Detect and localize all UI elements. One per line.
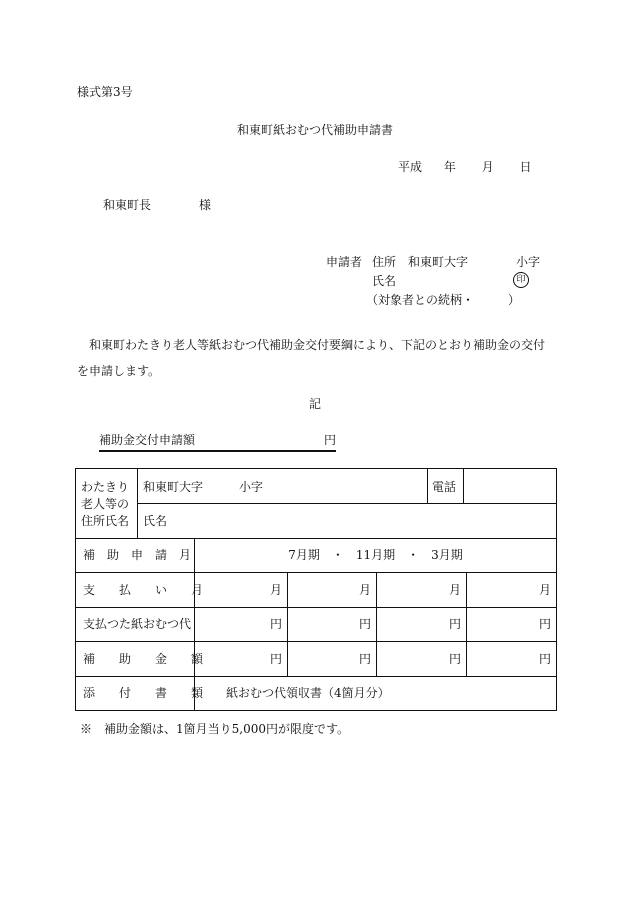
ki-heading: 記 — [308, 397, 321, 411]
applicant-name-label: 氏名 — [372, 274, 397, 288]
table-vline — [463, 468, 464, 503]
document-title: 和東町紙おむつ代補助申請書 — [236, 123, 393, 137]
body-text: 和東町わたきり老人等紙おむつ代補助金交付要綱により、下記のとおり補助金の交付を申請します。 — [77, 338, 546, 378]
table-hline — [137, 503, 557, 504]
unit-yen: 円 — [449, 617, 462, 631]
applicant-address-value: 和東町大字 — [408, 255, 469, 269]
form-number: 様式第3号 — [77, 85, 133, 99]
table-hline — [75, 641, 557, 642]
application-month-options: 7月期 ・ 11月期 ・ 3月期 — [288, 548, 463, 562]
row-label-subsidy-amount: 補 助 金 額 — [83, 652, 204, 666]
table-vline — [466, 572, 467, 676]
person-header-line1: わたきり — [81, 480, 130, 494]
table-hline — [75, 607, 557, 608]
amount-label: 補助金交付申請額 — [99, 433, 196, 447]
applicant-address-label: 住所 — [372, 255, 397, 269]
unit-yen: 円 — [359, 652, 372, 666]
date-month: 月 — [481, 160, 494, 174]
addressee-name: 和東町長 — [103, 198, 152, 212]
applicant-role: 申請者 — [326, 255, 363, 269]
applicant-relation-close: ） — [508, 293, 521, 307]
row-label-attachments: 添 付 書 類 — [83, 686, 204, 700]
amount-line — [99, 433, 336, 452]
seal-mark: 印 — [513, 272, 529, 288]
unit-yen: 円 — [359, 617, 372, 631]
table-border-top — [75, 468, 557, 469]
unit-month: 月 — [539, 583, 552, 597]
applicant-koaza: 小字 — [516, 255, 541, 269]
table-hline — [75, 538, 557, 539]
table-border-left — [75, 468, 76, 711]
row-label-application-month: 補 助 申 請 月 — [83, 548, 192, 562]
person-header-line2: 老人等の — [81, 497, 130, 511]
attachments-content: 紙おむつ代領収書（4箇月分） — [226, 686, 390, 700]
date-day: 日 — [519, 160, 532, 174]
unit-yen: 円 — [539, 652, 552, 666]
unit-yen: 円 — [270, 652, 283, 666]
row-label-paid-diaper-cost: 支払つた紙おむつ代 — [83, 617, 192, 631]
footnote: ※ 補助金額は、1箇月当り5,000円が限度です。 — [80, 722, 350, 736]
date-era: 平成 — [398, 160, 423, 174]
table-hline — [75, 676, 557, 677]
table-name-label: 氏名 — [143, 514, 168, 528]
application-table — [75, 468, 557, 711]
table-koaza: 小字 — [239, 480, 264, 494]
row-label-payment-month: 支 払 い 月 — [83, 583, 204, 597]
table-vline — [287, 572, 288, 676]
unit-month: 月 — [270, 583, 283, 597]
table-hline — [75, 572, 557, 573]
unit-month: 月 — [449, 583, 462, 597]
table-border-bottom — [75, 710, 557, 711]
person-header-line3: 住所氏名 — [81, 514, 130, 528]
date-line — [398, 160, 532, 174]
table-vline — [137, 468, 138, 538]
unit-yen: 円 — [270, 617, 283, 631]
unit-yen: 円 — [449, 652, 462, 666]
table-vline — [376, 572, 377, 676]
applicant-relation-label: （対象者との続柄・ — [366, 293, 475, 307]
phone-label: 電話 — [432, 480, 457, 494]
table-border-right — [556, 468, 557, 711]
table-address-value: 和東町大字 — [143, 480, 204, 494]
table-vline — [427, 468, 428, 503]
amount-unit: 円 — [323, 433, 336, 447]
unit-yen: 円 — [539, 617, 552, 631]
addressee — [103, 198, 211, 212]
date-year: 年 — [443, 160, 456, 174]
addressee-honorific: 様 — [199, 198, 212, 212]
unit-month: 月 — [359, 583, 372, 597]
